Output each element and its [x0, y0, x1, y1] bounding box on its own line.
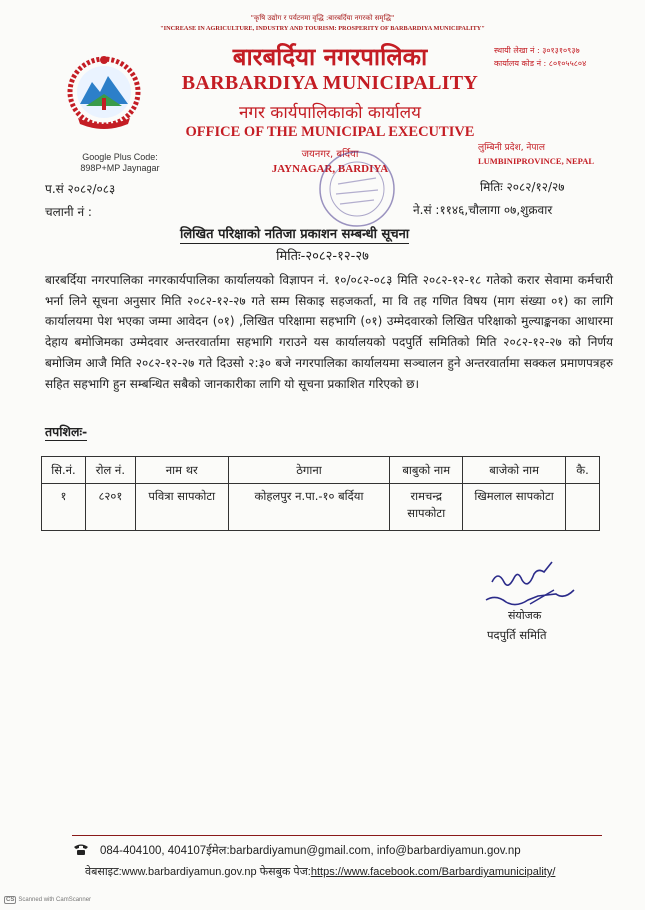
facebook-link[interactable]: https://www.facebook.com/Barbardiyamunicipality/: [310, 866, 556, 878]
header-sn: सि.नं.: [42, 457, 86, 484]
web-line: [85, 864, 555, 879]
table-row: [42, 484, 600, 531]
municipality-name-nepali: बारबर्दिया नगरपालिका: [232, 43, 428, 71]
office-code: कार्यालय कोड नं : ८०१०५५८०४: [494, 59, 587, 68]
nepal-emblem-logo: [58, 48, 150, 132]
camscanner-text: Scanned with CamScanner: [18, 897, 92, 903]
footer-divider: [72, 835, 602, 836]
notice-heading: लिखित परिक्षाको नतिजा प्रकाशन सम्बन्धी सूचना: [180, 224, 409, 244]
header-grandfather-name: बाजेको नाम: [463, 457, 566, 484]
committee-name: पदपुर्ति समिति: [487, 628, 547, 642]
contact-line: 084-404100, 404107ईमेल:barbardiyamun@gmail.com, info@barbardiyamun.gov.np: [100, 845, 521, 857]
letter-number: प.सं २०८२/०८३: [45, 182, 116, 196]
cell-roll-no: ८२०१: [85, 484, 135, 531]
details-label: तपशिलः-: [45, 424, 88, 439]
header-address: ठेगाना: [228, 457, 390, 484]
cell-name: पवित्रा सापकोटा: [135, 484, 228, 531]
cell-remarks: [565, 484, 599, 531]
phone-icon: [73, 843, 89, 856]
province-nepali: लुम्बिनी प्रदेश, नेपाल: [478, 143, 545, 153]
province-english: LUMBINIPROVINCE, NEPAL: [478, 156, 595, 166]
cell-address: कोहलपुर न.पा.-१० बर्दिया: [228, 484, 390, 531]
google-plus-code-value: 898P+MP Jaynagar: [80, 163, 160, 173]
table-header-row: [42, 457, 600, 484]
municipality-name-english: BARBARDIYA MUNICIPALITY: [181, 72, 479, 94]
notice-body: बारबर्दिया नगरपालिका नगरकार्यपालिका कार्यालयको विज्ञापन नं. १०/०८२-०८३ मिति २०८२-१२-१८ गतेको करार सेवामा कर्मचारी भर्ना लिने सूचना अनुसार मिति २०८२-१२-२७ गते सम्म सिकाइ सहजकर्ता, मा वि तह गणित विषय (माग संख्या ०१) का लागि कार्यालयमा पेश भएका जम्मा आवेदन (०१) ,लिखित परिक्षामा सहभागि (०१) उम्मेदवारको लिखित परिक्षाको मुल्याङ्कनका आधारमा देहाय बमोजिमका उम्मेदवार अन्तरवार्तामा सहभागि गराउने यस कार्यालयको पदपुर्ति समितिको मिति २०८२-१२-२७ को निर्णय बमोजिम आजै मिति २०८२-१२-२७ गते दिउसो २:३० बजे नगरपालिका कार्यालयमा सञ्चालन हुने अन्तरवार्तामा सक्कल प्रमाणपत्रहरु सहित सहभागि हुन सम्बन्धित सबैको जानकारीका लागि यो सूचना प्रकाशित गरिएको छ।: [45, 273, 613, 391]
office-name-english: OFFICE OF THE MUNICIPAL EXECUTIVE: [185, 124, 475, 140]
permanent-account-number: स्थायी लेखा नं : ३०१३१०९३७: [494, 46, 580, 55]
province-block: [478, 142, 594, 168]
notice-date: मितिः-२०८२-१२-२७: [276, 249, 369, 264]
place-nepali: जयनगर, बर्दिया: [301, 149, 359, 160]
office-codes: [494, 44, 586, 70]
header-name: नाम थर: [135, 457, 228, 484]
cell-sn: १: [42, 484, 86, 531]
slogan-nepali: "कृषि उद्योग र पर्यटनमा वृद्धि :बारबर्दिया नगरको समृद्धि": [250, 14, 395, 22]
signatory-title: संयोजक: [508, 609, 542, 622]
nepal-samvat-date: ने.सं :११४६,चौलागा ०७,शुक्रवार: [413, 203, 553, 217]
google-plus-code-label: Google Plus Code:: [82, 152, 158, 162]
google-plus-code: [55, 152, 185, 174]
office-stamp: [316, 148, 398, 230]
camscanner-badge: CS: [6, 897, 15, 903]
header-roll-no: रोल नं.: [85, 457, 135, 484]
header-father-name: बाबुको नाम: [390, 457, 463, 484]
dispatch-number: चलानी नं :: [45, 205, 92, 219]
candidate-table: [41, 456, 600, 531]
website-text: वेबसाइट:www.barbardiyamun.gov.np फेसबुक पेज:: [85, 866, 311, 878]
header-remarks: कै.: [565, 457, 599, 484]
camscanner-watermark: [4, 896, 91, 904]
cell-grandfather-name: खिमलाल सापकोटा: [463, 484, 566, 531]
letter-date: मितिः २०८२/१२/२७: [480, 180, 565, 194]
office-name-nepali: नगर कार्यपालिकाको कार्यालय: [238, 103, 422, 123]
slogan-english: "INCREASE IN AGRICULTURE, INDUSTRY AND TOURISM: PROSPERITY OF BARBARDIYA MUNICIPALITY": [160, 25, 485, 32]
cell-father-name: रामचन्द्र सापकोटा: [390, 484, 463, 531]
place-english: JAYNAGAR, BARDIYA: [271, 163, 389, 175]
